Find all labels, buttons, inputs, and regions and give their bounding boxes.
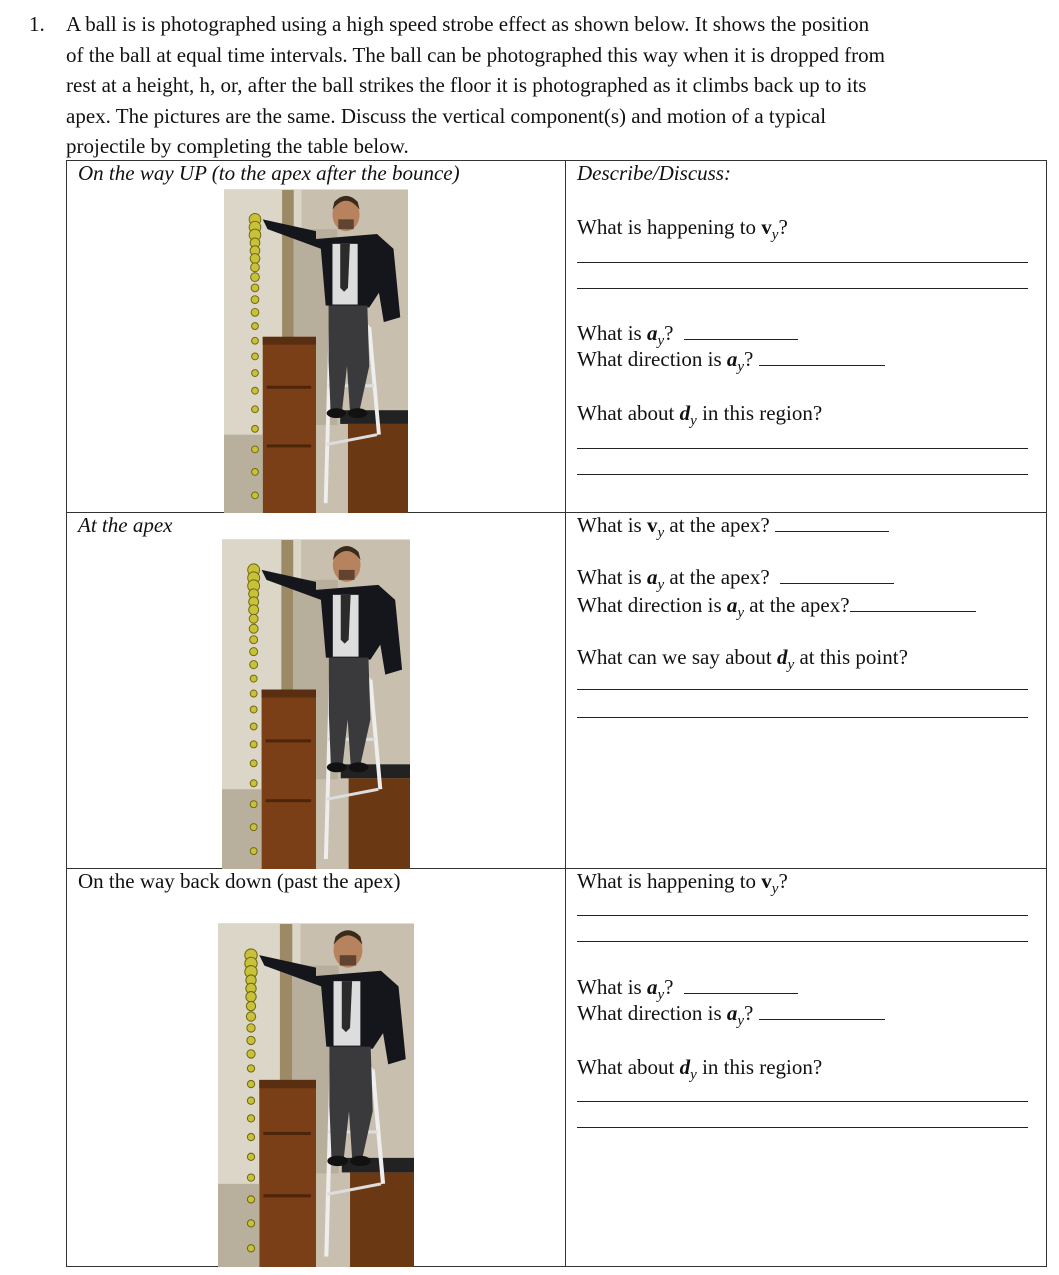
question-line: A ball is is photographed using a high speed strobe effect as shown below. It shows the position	[66, 12, 870, 36]
table-row	[67, 161, 1047, 513]
question-text	[66, 9, 996, 162]
table-cell	[566, 869, 1047, 1267]
answer-line[interactable]	[577, 288, 1028, 289]
answer-blank[interactable]	[684, 975, 798, 994]
question-vy: What is happening to $v_y$?	[577, 869, 788, 897]
answer-line[interactable]	[577, 941, 1028, 942]
question-ay-direction: What direction is $a_y$?	[577, 1001, 885, 1025]
question-ay-direction: What direction is $a_y$?	[577, 347, 885, 371]
question-ay: What is $a_y$?	[577, 975, 798, 999]
answer-blank[interactable]	[684, 321, 798, 340]
question-line: rest at a height, h, or, after the ball strikes the floor it is photographed as it climbs back up to its	[66, 73, 867, 97]
question-ay: What is $a_y$?	[577, 321, 798, 345]
strobe-photo	[222, 539, 410, 869]
table-cell	[67, 161, 566, 513]
row-label: On the way UP (to the apex after the bounce)	[78, 161, 460, 185]
question-line: apex. The pictures are the same. Discuss the vertical component(s) and motion of a typical	[66, 103, 827, 128]
answer-blank[interactable]	[775, 513, 889, 532]
answer-line[interactable]	[577, 717, 1028, 718]
answer-blank[interactable]	[759, 1001, 885, 1020]
question-line: of the ball at equal time intervals. The ball can be photographed this way when it is dropped from	[66, 42, 885, 67]
question-vy: What is $v_y$ at the apex?	[577, 513, 889, 537]
table-cell	[566, 161, 1047, 513]
question-ay: What is $a_y$ at the apex?	[577, 565, 894, 589]
answer-line[interactable]	[577, 1127, 1028, 1128]
table-row	[67, 513, 1047, 869]
table-cell	[67, 513, 566, 869]
column-header: Describe/Discuss:	[577, 161, 731, 185]
answer-blank[interactable]	[780, 565, 894, 584]
discussion-table	[66, 160, 1047, 1267]
question-dy: What about $d_y$ in this region?	[577, 401, 823, 429]
answer-line[interactable]	[577, 474, 1028, 475]
table-row	[67, 869, 1047, 1267]
strobe-photo	[224, 189, 408, 513]
answer-blank[interactable]	[759, 347, 885, 366]
answer-blank[interactable]	[850, 593, 976, 612]
answer-line[interactable]	[577, 689, 1028, 690]
question-dy: What can we say about $d_y$ at this point?	[577, 645, 908, 673]
answer-line[interactable]	[577, 1101, 1028, 1102]
strobe-photo	[218, 923, 414, 1267]
question-vy: What is happening to $v_y$?	[577, 215, 788, 243]
question-ay-direction: What direction is $a_y$ at the apex?	[577, 593, 976, 617]
question-number: 1.	[29, 12, 45, 36]
question-line: projectile by completing the table below.	[66, 134, 409, 158]
row-label: At the apex	[78, 513, 173, 537]
answer-line[interactable]	[577, 915, 1028, 916]
question-dy: What about $d_y$ in this region?	[577, 1055, 823, 1083]
table-cell	[67, 869, 566, 1267]
row-label: On the way back down (past the apex)	[78, 869, 401, 893]
answer-line[interactable]	[577, 262, 1028, 263]
answer-line[interactable]	[577, 448, 1028, 449]
table-cell	[566, 513, 1047, 869]
